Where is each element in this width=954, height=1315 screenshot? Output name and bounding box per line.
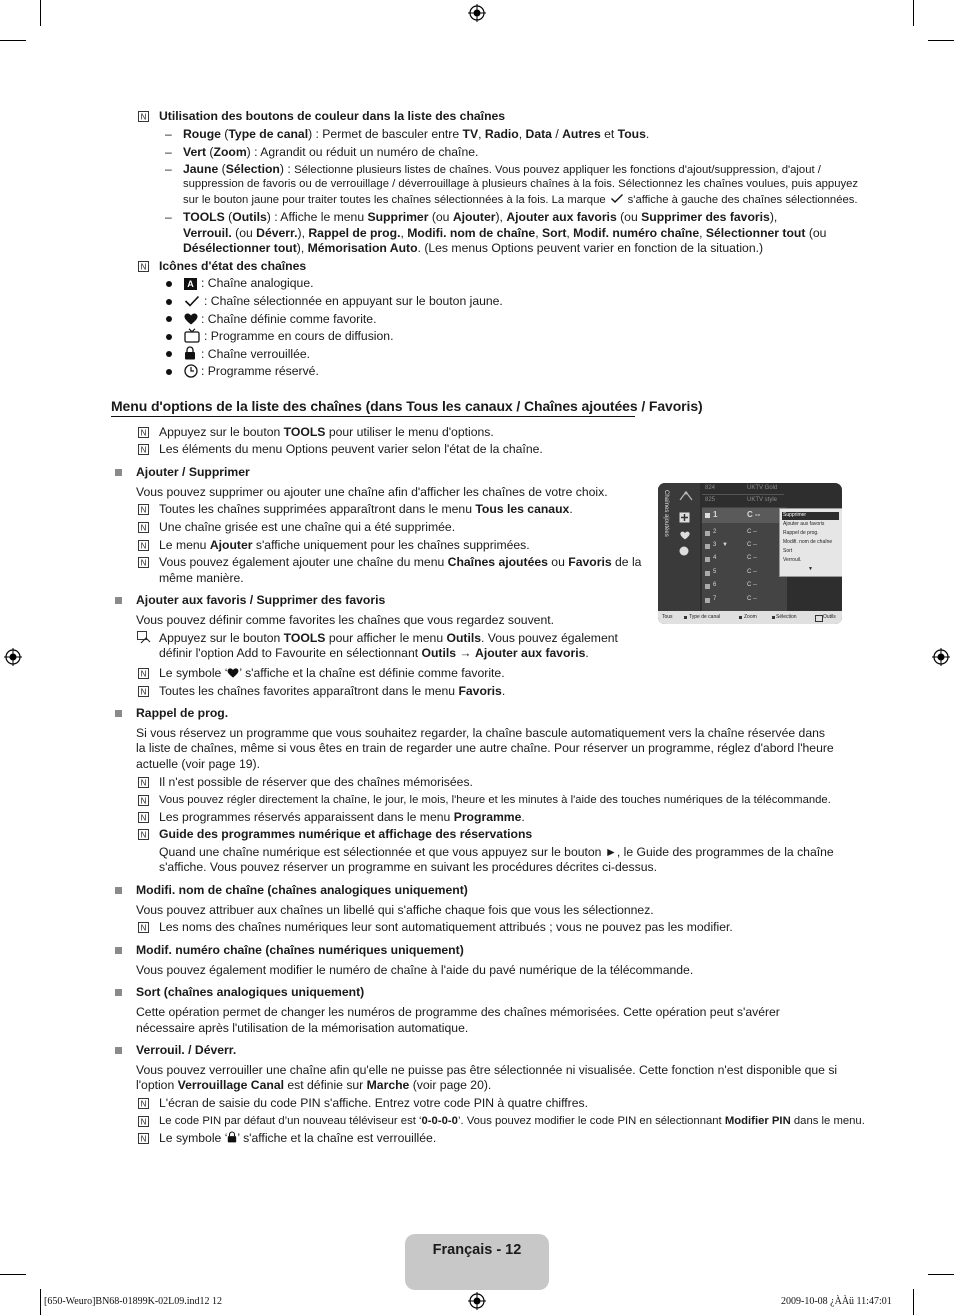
- section-bullet: [115, 1047, 122, 1054]
- tv-footer-all: Tous: [662, 614, 673, 620]
- note-icon: [138, 1098, 149, 1109]
- crop-mark: [0, 40, 26, 41]
- status-icon-label: : Programme en cours de diffusion.: [204, 329, 394, 343]
- svg-text:N: N: [140, 541, 147, 551]
- add-delete-note: Toutes les chaînes supprimées apparaîtront dans le menu Tous les canaux.: [159, 502, 573, 516]
- svg-text:N: N: [140, 1117, 147, 1127]
- page-number: Français - 12: [432, 1242, 522, 1258]
- bullet: [166, 299, 172, 305]
- favourites-text: Vous pouvez définir comme favorites les chaînes que vous regardez souvent.: [136, 613, 554, 627]
- note-icon: [138, 261, 149, 272]
- crop-mark: [40, 0, 41, 26]
- lock-text: l'option Verrouillage Canal est définie sur Marche (voir page 20).: [136, 1078, 492, 1092]
- section-bullet: [115, 887, 122, 894]
- dash: –: [165, 162, 172, 176]
- status-icon-label: : Chaîne analogique.: [201, 276, 314, 290]
- tv-row-divider: [702, 494, 784, 495]
- reminder-guide-title: Guide des programmes numérique et affichage des réservations: [159, 827, 533, 841]
- yellow-button-desc-3: sur le bouton jaune pour traiter toutes les chaînes sélectionnées à la fois. La marque s'affiche à gauche des chaînes sélectionnées.: [183, 194, 858, 206]
- status-icon-label: : Chaîne définie comme favorite.: [201, 312, 377, 326]
- bullet: [166, 281, 172, 287]
- tv-footer-tools: Outils: [823, 614, 836, 620]
- red-button-desc: Rouge (Type de canal) : Permet de basculer entre TV, Radio, Data / Autres et Tous.: [183, 127, 650, 141]
- tv-side-label: Chaînes ajoutées: [663, 490, 669, 537]
- svg-text:N: N: [140, 796, 147, 806]
- rename-title: Modifi. nom de chaîne (chaînes analogiques uniquement): [136, 883, 468, 897]
- registration-mark-icon: [468, 1292, 486, 1310]
- tv-channel-name: C --: [747, 582, 757, 588]
- favourites-tools-note: Appuyez sur le bouton TOOLS pour afficher le menu Outils. Vous pouvez également: [159, 631, 618, 645]
- rename-note: Les noms des chaînes numériques leur sont automatiquement attribués ; vous ne pouvez pas les modifier.: [159, 920, 733, 934]
- tv-footer-zoom: Zoom: [744, 614, 757, 620]
- green-button-desc: Vert (Zoom) : Agrandit ou réduit un numéro de chaîne.: [183, 145, 479, 159]
- heading-underline: [111, 416, 635, 417]
- tv-channel-name: C --: [747, 542, 757, 548]
- tv-footer-type: Type de canal: [689, 614, 721, 620]
- checkmark-icon: [184, 295, 200, 307]
- svg-text:N: N: [140, 558, 147, 568]
- add-delete-note: Le menu Ajouter s'affiche uniquement pour les chaînes supprimées.: [159, 538, 530, 552]
- tv-top-row-num: 825: [705, 497, 716, 503]
- svg-text:N: N: [140, 669, 147, 679]
- dash: –: [165, 127, 172, 141]
- section-bullet: [115, 947, 122, 954]
- svg-text:N: N: [140, 262, 147, 272]
- tv-channel-num: 5: [713, 569, 717, 575]
- tv-tools-menu-item: Ajouter aux favoris: [783, 521, 825, 527]
- tv-analog-icon: [705, 584, 710, 589]
- reminder-text: actuelle (voir page 19).: [136, 757, 260, 771]
- note-icon: [138, 1116, 149, 1127]
- tv-tools-menu-more: ▼: [808, 566, 813, 572]
- svg-text:N: N: [140, 830, 147, 840]
- bullet: [166, 351, 172, 357]
- heart-icon: [227, 668, 239, 678]
- tv-analog-icon: [705, 544, 710, 549]
- reminder-note: Vous pouvez régler directement la chaîne, le jour, le mois, l'heure et les minutes à l'aide des touches numériques de la télécommande.: [159, 794, 831, 806]
- tv-tools-menu-item: Modifi. nom de chaîne: [783, 539, 833, 545]
- colour-buttons-title: Utilisation des boutons de couleur dans la liste des chaînes: [159, 109, 506, 123]
- note-icon: [138, 812, 149, 823]
- tools-icon: [815, 615, 823, 622]
- favourites-note: Toutes les chaînes favorites apparaîtront dans le menu Favoris.: [159, 684, 506, 698]
- bullet: [166, 369, 172, 375]
- crop-mark: [928, 40, 954, 41]
- status-icon-label: : Chaîne sélectionnée en appuyant sur le bouton jaune.: [204, 294, 503, 308]
- options-intro-1: Appuyez sur le bouton TOOLS pour utiliser le menu d'options.: [159, 425, 494, 439]
- yellow-button-desc: Jaune (Sélection) : Sélectionne plusieurs listes de chaînes. Vous pouvez appliquer les fonctions d'ajout/suppression, d'ajout /: [183, 162, 821, 176]
- page-number-tab: [405, 1234, 549, 1290]
- note-icon: [138, 777, 149, 788]
- reminder-guide-text: s'affiche. Vous pouvez réserver un programme en suivant les procédures décrites ci-dessus.: [159, 860, 657, 874]
- tv-channel-num: 3: [713, 542, 717, 548]
- note-icon: [138, 922, 149, 933]
- tv-channel-num: 6: [713, 582, 717, 588]
- note-icon: [138, 668, 149, 679]
- add-delete-note-2: même manière.: [159, 571, 244, 585]
- options-intro-2: Les éléments du menu Options peuvent varier selon l'état de la chaîne.: [159, 442, 543, 456]
- tools-button-desc: TOOLS (Outils) : Affiche le menu Supprimer (ou Ajouter), Ajouter aux favoris (ou Supprimer des favoris),: [183, 210, 778, 224]
- svg-text:N: N: [140, 687, 147, 697]
- yellow-button-desc-2: suppression de favoris ou de verrouillage / déverrouillage à plusieurs chaînes à la fois. Sélectionnez les chaînes voulues, puis appuyez: [183, 178, 859, 190]
- tv-analog-icon: [705, 531, 710, 536]
- dash: –: [165, 145, 172, 159]
- tv-program-icon: [184, 328, 200, 343]
- add-channel-icon: [679, 512, 690, 523]
- yellow-button-icon: [772, 616, 775, 619]
- antenna-icon: [679, 491, 693, 501]
- svg-text:N: N: [140, 428, 147, 438]
- add-delete-note: Une chaîne grisée est une chaîne qui a été supprimée.: [159, 520, 456, 534]
- tv-channel-num: 1: [713, 510, 718, 519]
- tv-top-row-name: UKTV Gold: [747, 485, 778, 491]
- note-icon: [138, 795, 149, 806]
- lock-note: L'écran de saisie du code PIN s'affiche. Entrez votre code PIN à quatre chiffres.: [159, 1096, 588, 1110]
- analog-channel-icon: A: [184, 278, 197, 290]
- tv-channel-name: C --: [747, 555, 757, 561]
- add-delete-title: Ajouter / Supprimer: [136, 465, 250, 479]
- note-icon: [138, 557, 149, 568]
- note-icon: [138, 444, 149, 455]
- favourites-title: Ajouter aux favoris / Supprimer des favoris: [136, 593, 386, 607]
- reminder-guide-text: Quand une chaîne numérique est sélectionnée et que vous appuyez sur le bouton ►, le Guide des programmes de la chaîne: [159, 845, 834, 859]
- lock-icon: [227, 1131, 237, 1143]
- sort-title: Sort (chaînes analogiques uniquement): [136, 985, 365, 999]
- lock-title: Verrouil. / Déverr.: [136, 1043, 237, 1057]
- tv-top-row-name: UKTV style: [747, 497, 778, 503]
- bullet: [166, 334, 172, 340]
- tv-tools-menu-item: Sort: [783, 548, 793, 554]
- dash: –: [165, 210, 172, 224]
- section-bullet: [115, 597, 122, 604]
- green-button-icon: [739, 616, 742, 619]
- tv-analog-icon: [705, 571, 710, 576]
- svg-text:N: N: [140, 1134, 147, 1144]
- add-delete-note: Vous pouvez également ajouter une chaîne du menu Chaînes ajoutées ou Favoris de la: [159, 555, 642, 569]
- sort-text: Cette opération permet de changer les numéros de programme des chaînes mémorisées. Cette opération peut s'avérer: [136, 1005, 780, 1019]
- section-bullet: [115, 710, 122, 717]
- renumber-text: Vous pouvez également modifier le numéro de chaîne à l'aide du pavé numérique de la télécommande.: [136, 963, 694, 977]
- registration-mark-icon: [468, 4, 486, 22]
- tv-channel-num: 7: [713, 596, 717, 602]
- crop-mark: [928, 1274, 954, 1275]
- status-icons-title: Icônes d'état des chaînes: [159, 259, 307, 273]
- svg-text:N: N: [140, 112, 147, 122]
- tv-footer-select: Sélection: [776, 614, 797, 620]
- svg-text:N: N: [140, 445, 147, 455]
- note-icon: [138, 504, 149, 515]
- rename-text: Vous pouvez attribuer aux chaînes un libellé qui s'affiche chaque fois que vous les sélectionnez.: [136, 903, 654, 917]
- reminder-text: Si vous réservez un programme que vous souhaitez regarder, la chaîne bascule automatiquement vers la chaîne réservée dans: [136, 726, 825, 740]
- lock-text: Vous pouvez verrouiller une chaîne afin qu'elle ne puisse pas être sélectionnée ni visualisée. Cette fonction n'est disponible que si: [136, 1063, 838, 1077]
- note-icon: [138, 111, 149, 122]
- section-bullet: [115, 989, 122, 996]
- favourites-tools-note-2: définir l'option Add to Favourite en sélectionnant Outils → Ajouter aux favoris.: [159, 646, 589, 660]
- crop-mark: [913, 1289, 914, 1315]
- svg-text:N: N: [140, 505, 147, 515]
- note-icon: [138, 427, 149, 438]
- tv-channel-name: C --: [747, 569, 757, 575]
- reminder-title: Rappel de prog.: [136, 706, 229, 720]
- tv-channel-name: C --: [747, 529, 757, 535]
- imprint-left: [650-Weuro]BN68-01899K-02L09.ind12 12: [44, 1296, 223, 1307]
- note-icon: [138, 540, 149, 551]
- tv-channel-name: C --: [747, 596, 757, 602]
- crop-mark: [913, 0, 914, 26]
- add-delete-text: Vous pouvez supprimer ou ajouter une chaîne afin d'afficher les chaînes de votre choix.: [136, 485, 608, 499]
- favourites-note: Le symbole ‘ ’ s'affiche et la chaîne est définie comme favorite.: [159, 666, 505, 680]
- crop-mark: [0, 1274, 26, 1275]
- lock-note: Le symbole ‘ ’ s'affiche et la chaîne est verrouillée.: [159, 1131, 437, 1145]
- note-icon: [138, 522, 149, 533]
- registration-mark-icon: [932, 648, 950, 666]
- tools-note-icon: [137, 631, 151, 644]
- tv-channel-name: C --: [747, 510, 761, 519]
- renumber-title: Modif. numéro chaîne (chaînes numériques uniquement): [136, 943, 464, 957]
- svg-text:N: N: [140, 523, 147, 533]
- clock-icon: [184, 364, 198, 378]
- tv-tools-menu-item: Rappel de prog.: [783, 530, 819, 536]
- tv-top-row-num: 824: [705, 485, 716, 491]
- svg-text:N: N: [140, 778, 147, 788]
- tv-analog-icon: [705, 557, 710, 562]
- programme-icon: [679, 546, 689, 556]
- note-icon: [138, 1133, 149, 1144]
- tv-channel-num: 2: [713, 529, 717, 535]
- tv-tools-menu-item: Supprimer: [783, 512, 807, 518]
- imprint-right: 2009-10-08 ¿ÀÀü 11:47:01: [781, 1296, 892, 1307]
- crop-mark: [40, 1289, 41, 1315]
- tv-analog-icon: [705, 513, 710, 518]
- red-button-icon: [684, 616, 687, 619]
- tools-button-desc-2: Verrouil. (ou Déverr.), Rappel de prog., Modifi. nom de chaîne, Sort, Modif. numéro chaîne, Sélectionner tout (ou: [183, 226, 827, 240]
- reminder-note: Les programmes réservés apparaissent dans le menu Programme.: [159, 810, 525, 824]
- svg-text:N: N: [140, 813, 147, 823]
- status-icon-label: : Programme réservé.: [201, 364, 319, 378]
- sort-text: nécessaire après l'utilisation de la mémorisation automatique.: [136, 1021, 469, 1035]
- tv-tools-menu: [779, 508, 842, 577]
- tv-channel-num: 4: [713, 555, 717, 561]
- section-bullet: [115, 469, 122, 476]
- svg-text:N: N: [140, 1099, 147, 1109]
- reminder-text: la liste de chaînes, même si vous êtes en train de regarder une autre chaîne. Pour réserver un programme, réglez d'abord l'heure: [136, 741, 834, 755]
- tv-checkmark-icon: ▼: [722, 542, 728, 548]
- note-icon: [138, 829, 149, 840]
- lock-icon: [184, 346, 196, 360]
- checkmark-icon: [610, 193, 624, 204]
- tools-button-desc-3: Désélectionner tout), Mémorisation Auto. (Les menus Options peuvent varier en fonction de la situation.): [183, 241, 764, 255]
- svg-text:N: N: [140, 923, 147, 933]
- section-heading: Menu d'options de la liste des chaînes (dans Tous les canaux / Chaînes ajoutées / Favoris): [111, 398, 703, 414]
- reminder-note: Il n'est possible de réserver que des chaînes mémorisées.: [159, 775, 473, 789]
- note-icon: [138, 686, 149, 697]
- tv-channel-list-screenshot: [658, 483, 842, 624]
- tv-analog-icon: [705, 598, 710, 603]
- heart-icon: [184, 313, 198, 325]
- status-icon-label: : Chaîne verrouillée.: [201, 347, 311, 361]
- tv-tools-menu-item: Verrouil.: [783, 557, 802, 563]
- registration-mark-icon: [4, 648, 22, 666]
- bullet: [166, 316, 172, 322]
- heart-icon: [680, 531, 690, 540]
- lock-note: Le code PIN par défaut d’un nouveau téléviseur est ‘0-0-0-0’. Vous pouvez modifier le code PIN en sélectionnant Modifier PIN dans le menu.: [159, 1115, 865, 1127]
